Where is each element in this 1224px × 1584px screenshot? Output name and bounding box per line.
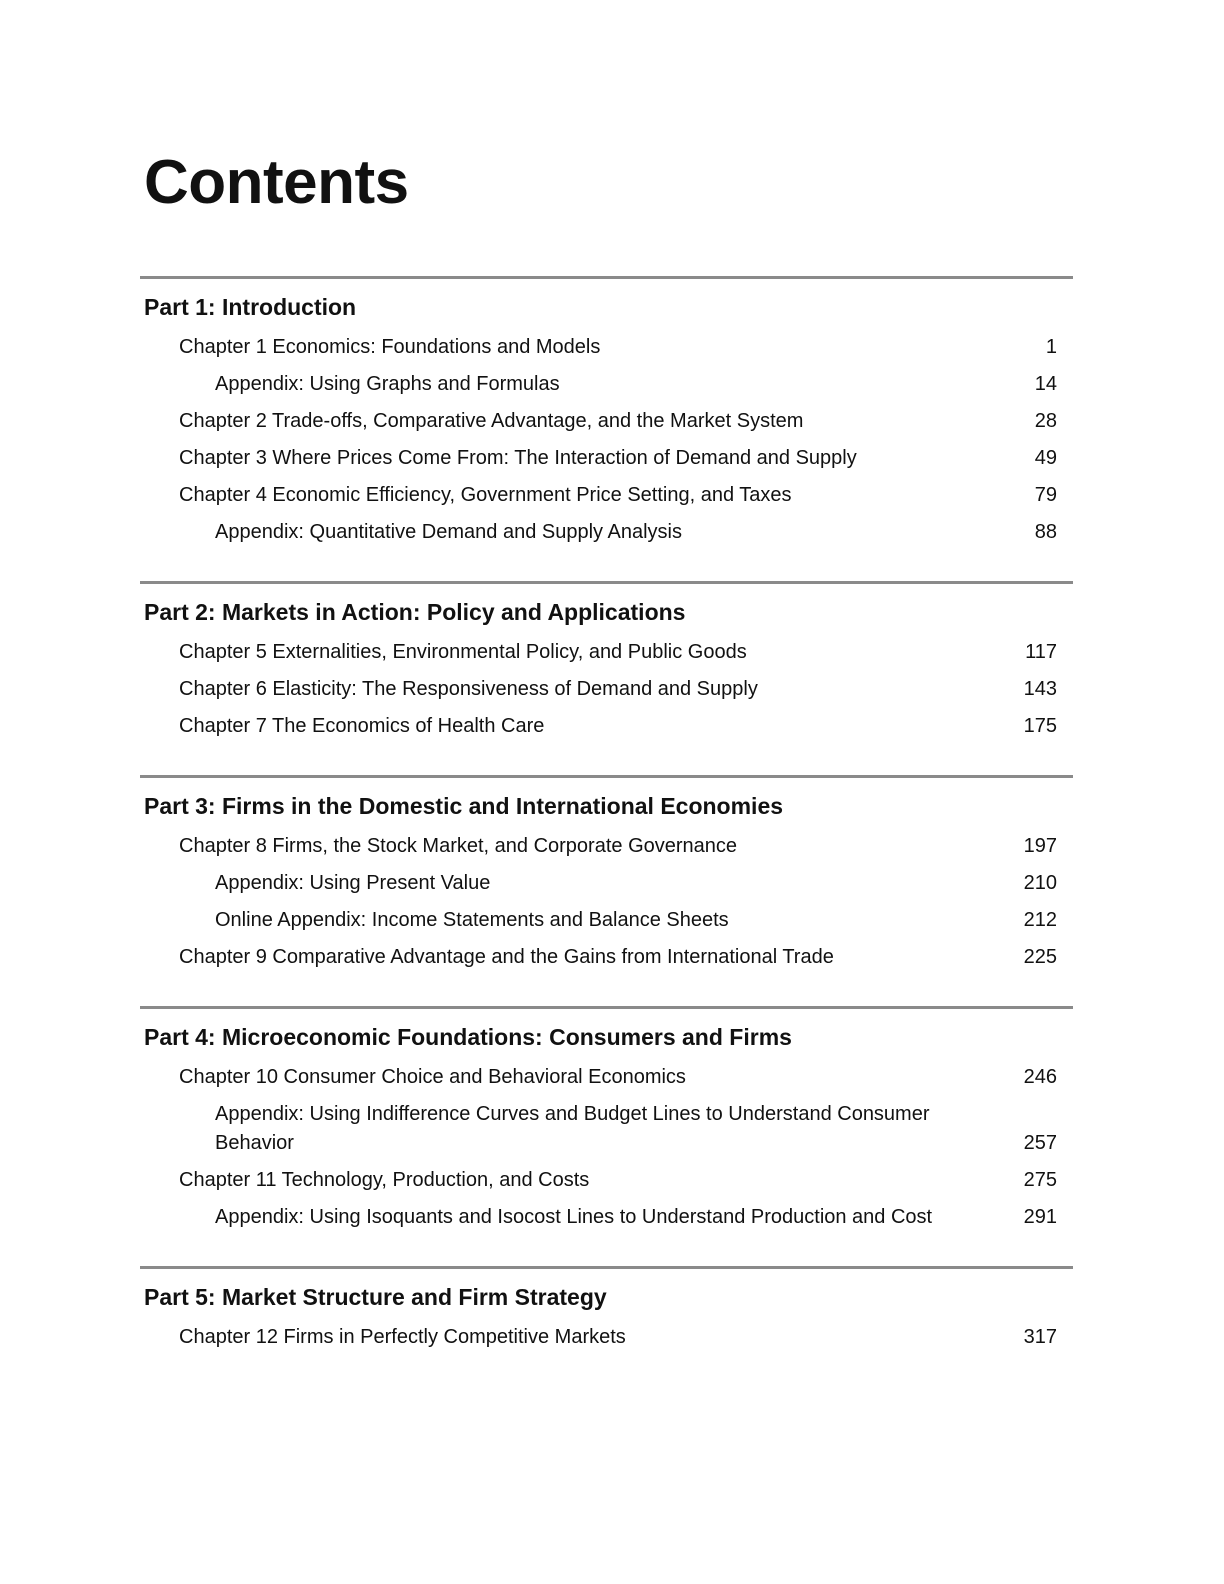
- entry-title: Chapter 6 Elasticity: The Responsiveness of Demand and Supply: [179, 678, 758, 700]
- part-heading: Part 4: Microeconomic Foundations: Consumers and Firms: [144, 1024, 792, 1050]
- entry-page-number: 246: [1023, 1066, 1057, 1088]
- entry-title: Chapter 1 Economics: Foundations and Models: [179, 336, 601, 358]
- entry-title: Chapter 7 The Economics of Health Care: [179, 715, 545, 737]
- entry-title: Chapter 11 Technology, Production, and Costs: [179, 1169, 590, 1191]
- toc-chapter-entry: [140, 675, 1073, 712]
- toc-appendix-entry: [140, 869, 1073, 906]
- part-heading: Part 2: Markets in Action: Policy and Applications: [144, 599, 686, 625]
- toc-part-5: [140, 1266, 1073, 1386]
- toc-chapter-entry: [140, 712, 1073, 749]
- part-heading: Part 3: Firms in the Domestic and International Economies: [144, 793, 784, 819]
- entry-page-number: 14: [1034, 373, 1057, 395]
- toc-part-4: [140, 1006, 1073, 1266]
- entry-title: Chapter 4 Economic Efficiency, Government Price Setting, and Taxes: [179, 484, 792, 506]
- toc-chapter-entry: [140, 333, 1073, 370]
- entry-title: Chapter 9 Comparative Advantage and the Gains from International Trade: [179, 946, 834, 968]
- part-heading: Part 1: Introduction: [144, 294, 357, 320]
- entry-title: Appendix: Using Graphs and Formulas: [215, 373, 560, 395]
- toc-appendix-entry: [140, 906, 1073, 943]
- entry-page-number: 275: [1023, 1169, 1057, 1191]
- toc-chapter-entry: [140, 444, 1073, 481]
- entry-title: Chapter 8 Firms, the Stock Market, and Corporate Governance: [179, 835, 738, 857]
- page-title: Contents: [144, 148, 409, 217]
- toc-chapter-entry: [140, 1166, 1073, 1203]
- entry-page-number: 317: [1023, 1326, 1057, 1348]
- entry-page-number: 197: [1023, 835, 1057, 857]
- toc-chapter-entry: [140, 943, 1073, 980]
- toc-chapter-entry: [140, 832, 1073, 869]
- entry-title: Appendix: Using Isoquants and Isocost Lines to Understand Production and Cost: [215, 1206, 933, 1228]
- entry-title: Appendix: Using Indifference Curves and Budget Lines to Understand Consumer Behavior: [215, 1103, 930, 1154]
- toc-appendix-entry: [140, 518, 1073, 555]
- toc-appendix-entry: [140, 370, 1073, 407]
- entry-title: Online Appendix: Income Statements and Balance Sheets: [215, 909, 729, 931]
- toc-part-1: [140, 276, 1073, 581]
- entry-page-number: 49: [1034, 447, 1057, 469]
- entry-page-number: 291: [1023, 1206, 1057, 1228]
- toc-chapter-entry: [140, 407, 1073, 444]
- entry-page-number: 210: [1023, 872, 1057, 894]
- entry-title: Appendix: Quantitative Demand and Supply Analysis: [215, 521, 682, 543]
- entry-title: Chapter 12 Firms in Perfectly Competitive Markets: [179, 1326, 626, 1348]
- entry-page-number: 88: [1034, 521, 1057, 543]
- toc-appendix-entry: [140, 1100, 1073, 1166]
- toc-chapter-entry: [140, 638, 1073, 675]
- toc-chapter-entry: [140, 1063, 1073, 1100]
- entry-page-number: 79: [1034, 484, 1057, 506]
- entry-title: Chapter 5 Externalities, Environmental Policy, and Public Goods: [179, 641, 747, 663]
- entry-page-number: 175: [1023, 715, 1057, 737]
- entry-title: Chapter 10 Consumer Choice and Behavioral Economics: [179, 1066, 686, 1088]
- entry-title: Chapter 2 Trade-offs, Comparative Advantage, and the Market System: [179, 410, 804, 432]
- entry-page-number: 257: [1023, 1132, 1057, 1154]
- toc-appendix-entry: [140, 1203, 1073, 1240]
- toc-part-2: [140, 581, 1073, 775]
- entry-page-number: 212: [1023, 909, 1057, 931]
- part-heading: Part 5: Market Structure and Firm Strategy: [144, 1284, 607, 1310]
- entry-title: Chapter 3 Where Prices Come From: The Interaction of Demand and Supply: [179, 447, 857, 469]
- entry-page-number: 225: [1023, 946, 1057, 968]
- entry-page-number: 1: [1045, 336, 1057, 358]
- toc-part-3: [140, 775, 1073, 1006]
- table-of-contents: [140, 276, 1073, 1386]
- entry-page-number: 117: [1025, 641, 1057, 663]
- entry-page-number: 28: [1034, 410, 1057, 432]
- toc-chapter-entry: [140, 1323, 1073, 1360]
- toc-chapter-entry: [140, 481, 1073, 518]
- entry-title: Appendix: Using Present Value: [215, 872, 491, 894]
- entry-page-number: 143: [1023, 678, 1057, 700]
